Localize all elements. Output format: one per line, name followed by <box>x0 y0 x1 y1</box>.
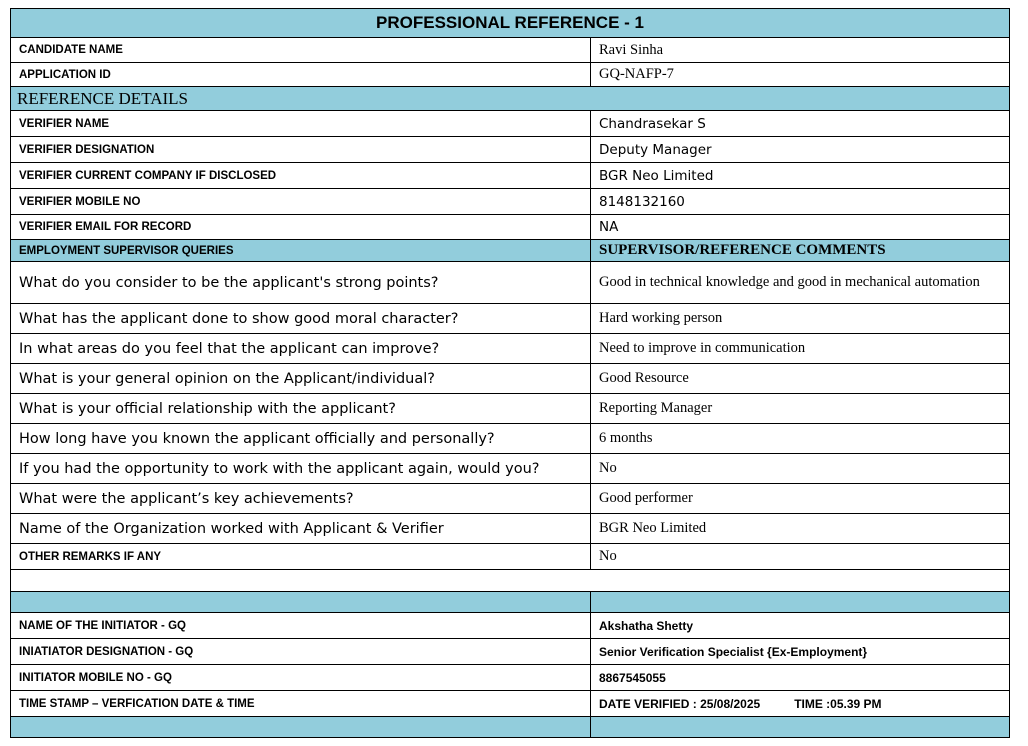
query-row-value <box>591 424 1009 453</box>
candidate-name-row <box>11 38 1009 63</box>
query-row-label: What has the applicant done to show good moral character? <box>11 304 591 333</box>
query-row-value <box>591 304 1009 333</box>
initiator-row-value <box>591 613 1009 638</box>
query-row-value <box>591 484 1009 513</box>
initiator-row <box>11 639 1009 665</box>
verifier-row-value <box>591 163 1009 188</box>
value-text: Need to improve in communication <box>599 340 806 356</box>
verifier-row <box>11 111 1009 137</box>
value-text: BGR Neo Limited <box>599 167 714 184</box>
query-row-label: What is your general opinion on the Applicant/individual? <box>11 364 591 393</box>
candidate-name-value: Ravi Sinha <box>599 41 664 58</box>
section-title: REFERENCE DETAILS <box>17 88 188 108</box>
value-text: Chandrasekar S <box>599 115 706 132</box>
query-row-label: If you had the opportunity to work with the applicant again, would you? <box>11 454 591 483</box>
query-row-label: Name of the Organization worked with Applicant & Verifier <box>11 514 591 543</box>
verifier-row-label: VERIFIER CURRENT COMPANY IF DISCLOSED <box>11 163 591 188</box>
verifier-row <box>11 189 1009 215</box>
other-remarks-value: No <box>599 548 617 564</box>
value-text: Senior Verification Specialist {Ex-Employment} <box>599 644 868 659</box>
query-row-label: How long have you known the applicant officially and personally? <box>11 424 591 453</box>
query-row <box>11 304 1009 334</box>
value-text: Hard working person <box>599 310 723 326</box>
query-row-value <box>591 394 1009 423</box>
application-id-value: GQ-NAFP-7 <box>599 66 674 82</box>
spacer-row <box>11 592 1009 613</box>
verifier-row-value <box>591 215 1009 239</box>
queries-header <box>11 240 1009 262</box>
verifier-row-label: VERIFIER EMAIL FOR RECORD <box>11 215 591 239</box>
blank-row <box>11 570 1009 592</box>
candidate-name-label: CANDIDATE NAME <box>11 38 591 62</box>
initiator-row-label: NAME OF THE INITIATOR - GQ <box>11 613 591 638</box>
other-remarks-row <box>11 544 1009 570</box>
query-row-value <box>591 364 1009 393</box>
verifier-row-value <box>591 189 1009 214</box>
initiator-row-label: INIATIATOR DESIGNATION - GQ <box>11 639 591 664</box>
initiator-row-value <box>591 639 1009 664</box>
query-row <box>11 262 1009 304</box>
query-row-label: What is your official relationship with the applicant? <box>11 394 591 423</box>
reference-form <box>10 8 1010 738</box>
time-verified: TIME :05.39 PM <box>794 696 882 711</box>
form-title: PROFESSIONAL REFERENCE - 1 <box>11 9 1009 38</box>
value-text: 8867545055 <box>599 670 666 685</box>
query-row-label: In what areas do you feel that the applicant can improve? <box>11 334 591 363</box>
value-text: BGR Neo Limited <box>599 520 707 536</box>
verifier-row-value <box>591 137 1009 162</box>
initiator-row-value <box>591 691 1009 716</box>
verifier-row <box>11 137 1009 163</box>
value-text: NA <box>599 219 619 235</box>
query-row <box>11 514 1009 544</box>
verifier-row-value <box>591 111 1009 136</box>
verifier-row-label: VERIFIER NAME <box>11 111 591 136</box>
query-row <box>11 454 1009 484</box>
application-id-label: APPLICATION ID <box>11 63 591 86</box>
queries-header-right: SUPERVISOR/REFERENCE COMMENTS <box>599 242 886 258</box>
spacer-row-bottom <box>11 717 1009 738</box>
initiator-row-label: TIME STAMP – VERFICATION DATE & TIME <box>11 691 591 716</box>
initiator-row-label: INITIATOR MOBILE NO - GQ <box>11 665 591 690</box>
value-text: Good Resource <box>599 370 689 386</box>
value-text: 6 months <box>599 430 653 446</box>
value-text: 8148132160 <box>599 193 685 210</box>
query-row-value <box>591 334 1009 363</box>
verifier-row-label: VERIFIER MOBILE NO <box>11 189 591 214</box>
value-text: DATE VERIFIED : 25/08/2025 <box>599 696 761 711</box>
verifier-row <box>11 215 1009 240</box>
query-row <box>11 334 1009 364</box>
query-row <box>11 484 1009 514</box>
query-row-value <box>591 454 1009 483</box>
value-text: Good performer <box>599 490 693 506</box>
value-text: Reporting Manager <box>599 400 713 416</box>
verifier-row <box>11 163 1009 189</box>
query-row <box>11 424 1009 454</box>
value-text: No <box>599 460 617 476</box>
reference-details-header <box>11 87 1009 111</box>
query-row-value <box>591 514 1009 543</box>
query-row-label: What do you consider to be the applicant's strong points? <box>11 262 591 303</box>
query-row-label: What were the applicant’s key achievements? <box>11 484 591 513</box>
query-row-value <box>591 262 1009 303</box>
query-row <box>11 394 1009 424</box>
application-id-row <box>11 63 1009 87</box>
value-text: Deputy Manager <box>599 141 712 158</box>
initiator-row <box>11 691 1009 717</box>
other-remarks-label: OTHER REMARKS IF ANY <box>11 544 591 569</box>
initiator-row <box>11 665 1009 691</box>
queries-header-left: EMPLOYMENT SUPERVISOR QUERIES <box>11 240 591 261</box>
value-text: Good in technical knowledge and good in mechanical automation <box>599 274 980 290</box>
value-text: Akshatha Shetty <box>599 618 694 633</box>
initiator-row <box>11 613 1009 639</box>
initiator-row-value <box>591 665 1009 690</box>
query-row <box>11 364 1009 394</box>
verifier-row-label: VERIFIER DESIGNATION <box>11 137 591 162</box>
